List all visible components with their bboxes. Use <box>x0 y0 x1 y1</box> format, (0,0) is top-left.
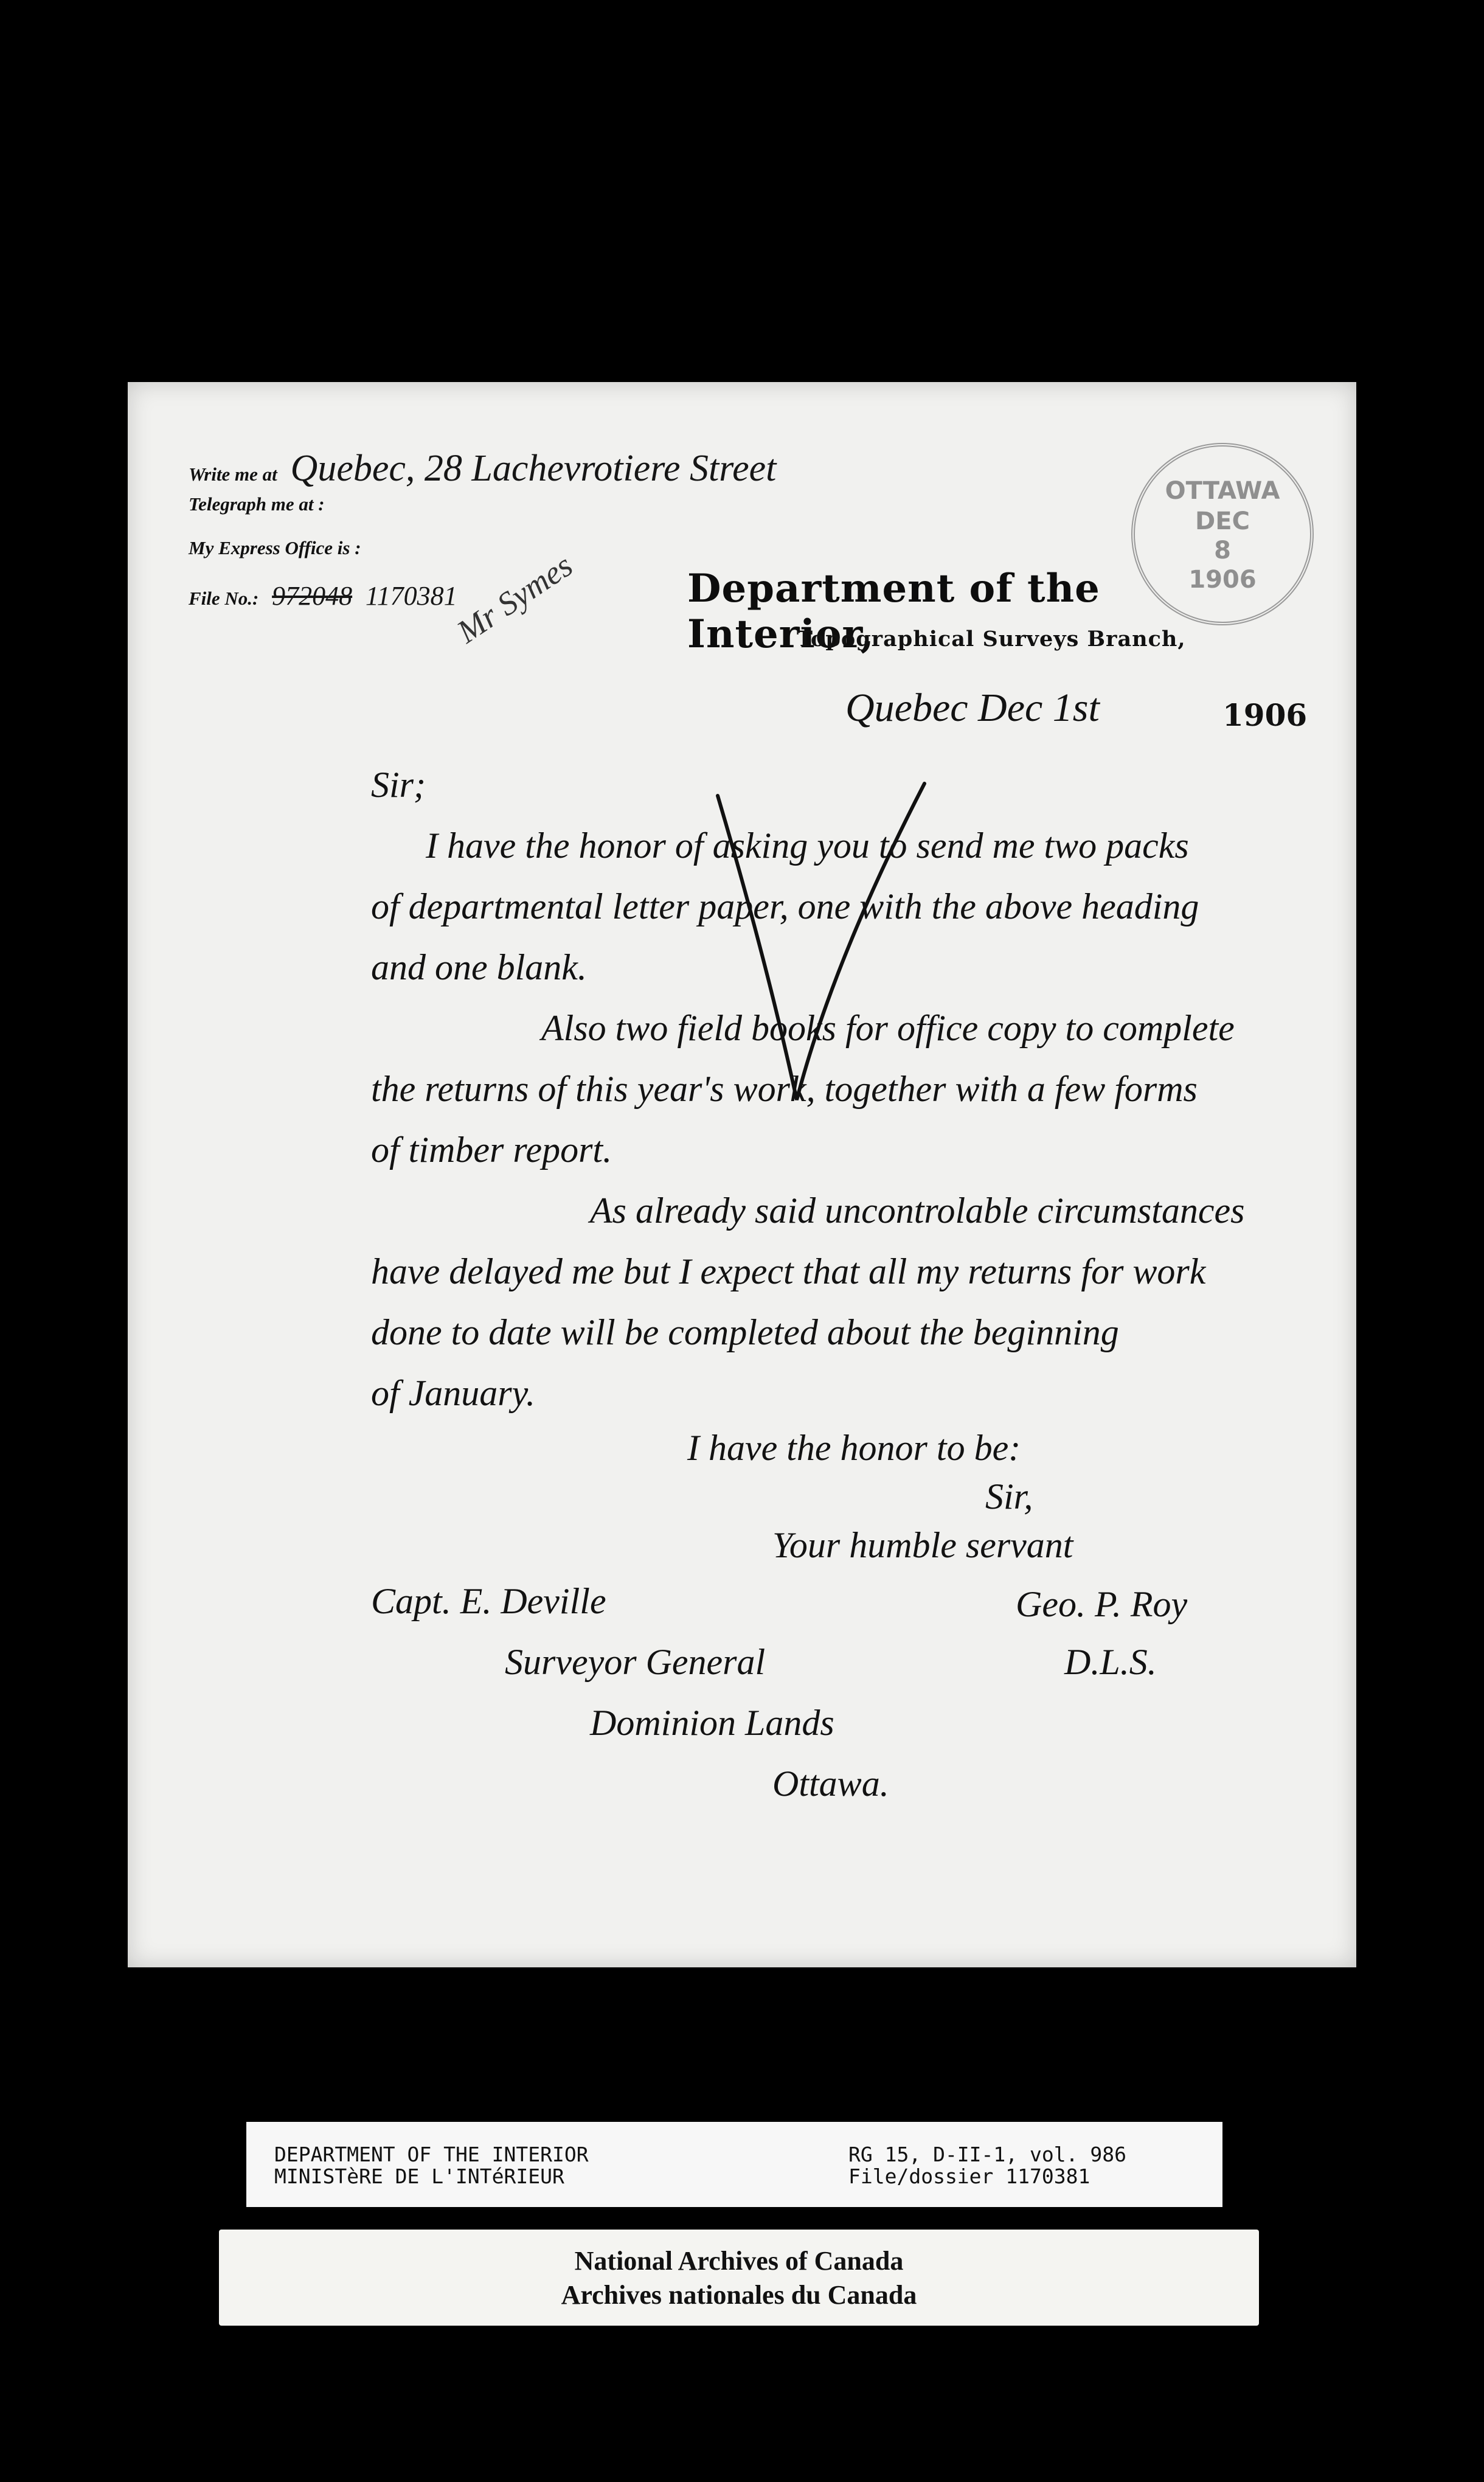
check-mark <box>681 777 937 1118</box>
recipient-line-2: Surveyor General <box>505 1642 766 1682</box>
reference-group: RG 15, D-II-1, vol. 986 <box>848 2143 1126 2166</box>
letter-year: 1906 <box>1222 697 1308 733</box>
stamp-day: 8 <box>1214 537 1231 565</box>
telegraph-label: Telegraph me at : <box>189 493 325 515</box>
file-number: 1170381 <box>365 581 457 611</box>
signature: Geo. P. Roy <box>1016 1584 1188 1624</box>
archives-english: National Archives of Canada <box>574 2246 904 2276</box>
file-struck-number: 972048 <box>272 581 353 611</box>
stamp-month: DEC <box>1195 507 1250 535</box>
body-line-2: of departmental letter paper, one with the above heading <box>371 886 1199 926</box>
department-french: MINISTèRE DE L'INTéRIEUR <box>274 2164 564 2188</box>
body-line-8: have delayed me but I expect that all my returns for work <box>371 1251 1206 1291</box>
write-me-at-field <box>189 447 776 490</box>
stamp-year: 1906 <box>1188 566 1257 594</box>
archives-french: Archives nationales du Canada <box>561 2280 917 2310</box>
archives-name-label <box>219 2230 1259 2326</box>
reference-file: File/dossier 1170381 <box>848 2164 1090 2188</box>
closing-line: I have the honor to be: <box>687 1428 1021 1468</box>
telegraph-field <box>189 493 325 515</box>
body-line-4: Also two field books for office copy to complete <box>541 1008 1235 1048</box>
archive-reference-label <box>246 2122 1222 2207</box>
recipient-line-3: Dominion Lands <box>590 1703 834 1743</box>
write-label: Write me at <box>189 464 277 485</box>
closing-sir: Sir, <box>985 1476 1033 1517</box>
body-line-7: As already said uncontrolable circumstances <box>590 1191 1245 1231</box>
body-line-6: of timber report. <box>371 1130 612 1170</box>
file-label: File No.: <box>189 588 259 609</box>
file-number-field <box>189 580 457 611</box>
body-line-5: the returns of this year's work, together with a few forms <box>371 1069 1198 1109</box>
recipient-line-4: Ottawa. <box>772 1764 889 1804</box>
branch-title: Topographical Surveys Branch, <box>797 627 1186 652</box>
body-line-1: I have the honor of asking you to send me two packs <box>426 826 1189 866</box>
express-field <box>189 537 361 559</box>
department-english: DEPARTMENT OF THE INTERIOR <box>274 2143 589 2166</box>
letter-page <box>128 382 1356 1967</box>
body-line-9: done to date will be completed about the beginning <box>371 1312 1119 1352</box>
stamp-city: OTTAWA <box>1165 477 1280 505</box>
signature-title: D.L.S. <box>1064 1642 1157 1682</box>
salutation: Sir; <box>371 765 426 805</box>
closing-servant: Your humble servant <box>772 1525 1073 1565</box>
margin-annotation: Mr Symes <box>450 546 579 650</box>
body-line-3: and one blank. <box>371 947 587 987</box>
received-stamp <box>1131 443 1314 625</box>
body-line-10: of January. <box>371 1373 535 1413</box>
department-title: Department of the Interior, <box>687 566 1100 657</box>
express-label: My Express Office is : <box>189 537 361 558</box>
recipient-line-1: Capt. E. Deville <box>371 1581 606 1621</box>
place-date: Quebec Dec 1st <box>845 686 1100 730</box>
write-value: Quebec, 28 Lachevrotiere Street <box>290 448 777 489</box>
